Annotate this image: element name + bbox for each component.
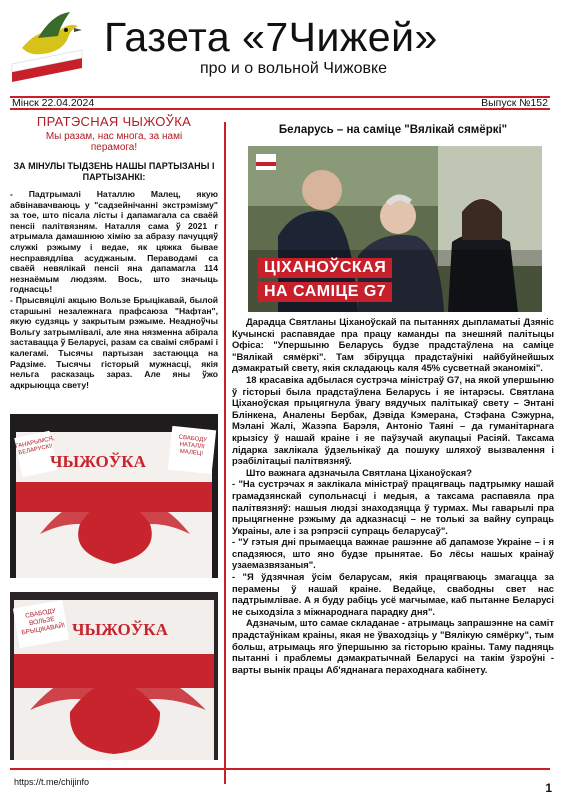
photo1-sign-left: ГАНАРЫМСЯ, БЕЛАРУСКІ!	[14, 435, 56, 457]
siskin-bird-logo-icon	[8, 8, 86, 86]
protest-photo-2	[10, 592, 218, 760]
hero-caption-line2: НА САМІЦЕ G7	[258, 282, 392, 302]
article-paragraph: Дарадца Святланы Ціханоўскай па пытаннях дыпламатыі Дзяніс Кучынскі распавядае пра працу каманды па знешняй палітыцы Офіса: "Упершыню Беларусь будзе прадстаўлена на саміце "Вялікай сямёркі". Там збіруцца прадстаўнікі найбуйнейшых дэмакратый свету, якія складаюць каля 45% сусветнай эканомікі".	[232, 316, 554, 374]
photo1-sign-right: СВАБОДУ НАТАЛЛІ МАЛЕЦ!	[178, 434, 208, 458]
article-paragraph: - "На сустрэчах я заклікала міністраў працягваць падтрымку нашай грамадзянскай супольнасці і медыя, а таксама распавяла пра палітвязняў: нашыя людзі знаходзяцца ў турмах. Мы гаварылі пра прыцягненне рэжыму да адказнасці – не толькі за вайну супраць Украіны, але і за рэпрэсіі супраць беларусаў".	[232, 478, 554, 536]
page-number: 1	[545, 781, 552, 795]
article-paragraph: - "Я ўдзячная ўсім беларусам, якія працягваюць змагацца за перамены ў нашай краіне. Ведайце, свабодны свет нас падтрымлівае. А я буду рабіць усё магчымае, каб пытанне Беларусі не сыходзіла з міжнароднага парадку дня".	[232, 571, 554, 617]
telegram-channel-link[interactable]: https://t.me/chijinfo	[14, 777, 90, 787]
article-paragraph: 18 красавіка адбылася сустрэча міністраў G7, на якой упершыню ў гісторыі была прадстаўлена Беларусь і яе інтарэсы. Святлана Ціханоўская прыцягнула ўвагу вядучых палітыкаў свету – Энтані Блінкена, Аналены Бербак, Дэвіда Кэмерана, Стэфана Сэжурна, Мэлані Жалі, Жазэпа Барэля, Антоніо Таяні – да гуманітарнага крызісу ў нашай краіне і яе паўзучай акупацыі Расіяй. Таксама лідарка заклікала ўдзельнікаў да пошуку шляхоў вызвалення і рэабілітацыі палітвязняў.	[232, 373, 554, 467]
masthead-title: Газета «7Чижей»	[104, 14, 438, 60]
left-column	[10, 114, 218, 390]
left-column-title: ПРАТЭСНАЯ ЧЫЖОЎКА	[36, 114, 192, 129]
issue-number: Выпуск №152	[481, 97, 548, 109]
left-column-body	[10, 189, 218, 390]
article-body	[232, 316, 554, 675]
masthead	[0, 0, 566, 96]
column-divider	[224, 122, 226, 784]
hero-caption-line1: ЦІХАНОЎСКАЯ	[258, 258, 392, 278]
issue-info-bar	[10, 96, 550, 110]
article-title: Беларусь – на саміце "Вялікай сямёркі"	[278, 124, 508, 136]
article-paragraph: Адзначым, што самае складанае - атрымаць запрашэнне на саміт прадстаўнікам краіны, якая не ўваходзіць у "Вялікую сямёрку", тым больш, атрымаць яго ўпершыню за гісторыю краіны. Таму падняць пытанні і праблемы дэмакратычнай Беларусі на такім ўзроўні - варты вынік працы Аб'яднанага пераходнага кабінету.	[232, 617, 554, 675]
footer-divider	[10, 768, 550, 770]
article-paragraph: Што важнага адзначыла Святлана Ціханоўская?	[246, 466, 472, 478]
photo1-banner-text: ЧЫЖОЎКА	[50, 452, 146, 471]
protest-item-2: - Прысвяцілі акцыю Вользе Брыцікавай, былой старшыні незалежнага прафсаюза "Нафтан", якую судзяць у закрытым рэжыме. Неадноўчы Вольгу затрымлівалі, але яна нязменна абірала заставацца ў Беларусі, разам са сваімі сябрамі і калегамі. Тысячы партызан застаюцца на Радзіме. Тысячы гісторый мужнасці, якія нельга расказаць зараз. Але яны ўжо адкрыюцца свету!	[10, 294, 218, 390]
protest-photo-1	[10, 414, 218, 578]
article-paragraph: - "У гэтыя дні прымаецца важнае рашэнне аб дапамозе Украіне – і я спадзяюся, што яно будзе прынятае. Бо лёсы нашых краінаў узаемазвязаныя".	[232, 536, 554, 571]
issue-date: Мінск 22.04.2024	[12, 97, 95, 109]
protest-item-1: - Падтрымалі Наталлю Малец, якую абвінавачваюць у "садзейнічанні экстрэмізму" за тое, што пісала лісты і дапамагала са сваёй пенсіі палітвязням. Наталля сама ў 2021 г атрымала дамашнюю хімію за абразу пачуццяў служкі рэжыму і ведае, як цяжка бывае несправядліва асуджаным. Пераводамі са сваёй невялікай пенсіі яна дапамагла 114 незнаёмым людзям. Вось, што значыць годнасць!	[10, 189, 218, 295]
photo2-sign-left: СВАБОДУ ВОЛЬЗЕ БРЫЦІКАВАЙ!	[21, 607, 66, 637]
left-column-subtitle: ЗА МІНУЛЫ ТЫДЗЕНЬ НАШЫ ПАРТЫЗАНЫ І ПАРТЫЗАНКІ:	[13, 161, 215, 182]
right-column-header	[232, 124, 554, 136]
left-column-tagline: Мы разам, нас многа, за намі перамога!	[45, 131, 183, 153]
article-hero-image	[248, 146, 542, 312]
masthead-subtitle: про и о вольной Чижовке	[200, 60, 388, 77]
photo2-banner-text: ЧЫЖОЎКА	[72, 620, 168, 639]
